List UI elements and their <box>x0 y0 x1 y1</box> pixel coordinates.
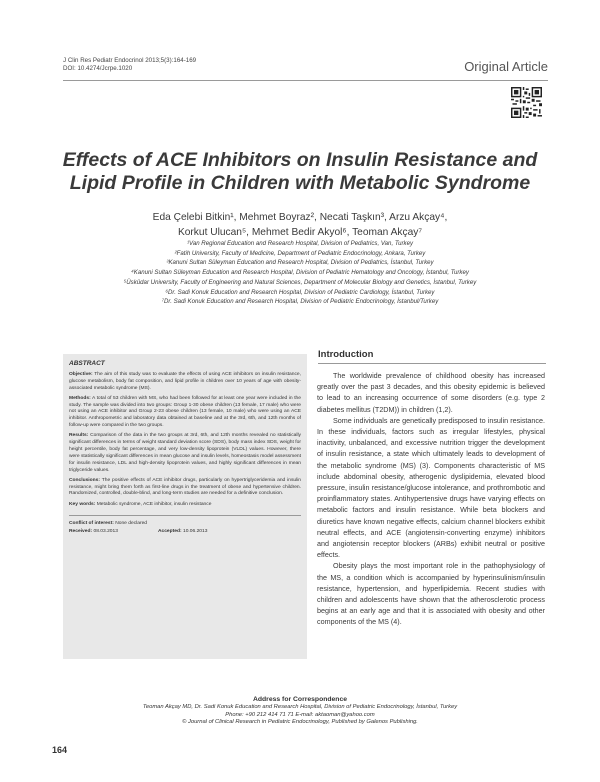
author-list <box>80 210 520 240</box>
journal-info <box>63 57 196 74</box>
page-number: 164 <box>52 745 68 755</box>
journal-citation: J Clin Res Pediatr Endocrinol 2013;5(3):164-169 <box>63 57 197 64</box>
affiliations <box>30 239 570 307</box>
correspondence-title: Address for Correspondence <box>252 696 348 703</box>
title-line-2: Lipid Profile in Children with Metabolic Syndrome <box>69 172 531 194</box>
qr-code-icon <box>511 87 542 118</box>
title-line-1: Effects of ACE Inhibitors on Insulin Resistance and <box>62 149 538 171</box>
conflict-text: None declared <box>113 521 148 527</box>
correspondence-block <box>80 695 520 727</box>
keywords-label: Key words: <box>69 502 96 508</box>
abstract-results <box>69 433 301 474</box>
results-text: Comparison of the data in the two groups at 3rd, 6th, and 12th months revealed no statistically significant differences in terms of weight standard deviation score (SDS), body mass index SDS, weight for height percentile, body fat percentage, and very low-density lipoprotein (VLDL) values. However, there were statistically significant differences in mean glucose and insulin levels, homeostasis model assessment for insulin resistance, LDL and high-density lipoprotein values, and highly significant differences in mean triglyceride values. <box>69 433 301 473</box>
affiliation-item: ¹Van Regional Education and Research Hospital, Division of Pediatrics, Van, Turkey <box>186 240 414 247</box>
article-dates <box>69 529 301 536</box>
authors-line-1: Eda Çelebi Bitkin¹, Mehmet Boyraz², Necati Taşkın³, Arzu Akçay⁴, <box>152 212 448 223</box>
abstract-conclusions <box>69 478 301 499</box>
article-type: Original Article <box>464 59 548 74</box>
abstract-box <box>63 354 307 659</box>
abstract-keywords <box>69 502 301 509</box>
intro-paragraph: Obesity plays the most important role in the pathophysiology of the MS, a condition which is accompanied by hyperinsulinism/insulin resistance, hypertension, and hyperlipidemia. Recent studies with children and adolescents have shown that the atherosclerotic process begins at an early age and that it is associated with obesity and other components of the MS (4). <box>317 561 545 627</box>
received-date: 08.03.2013 <box>92 529 118 535</box>
doi: DOI: 10.4274/Jcrpe.1020 <box>63 65 133 73</box>
correspondence-address: Teoman Akçay MD, Dr. Sadi Konuk Education and Research Hospital, Division of Pediatric Endocrinology, İstanbul, Turkey <box>142 704 458 710</box>
objective-label: Objective: <box>69 371 93 377</box>
header-divider <box>63 80 548 81</box>
affiliation-item: ⁶Dr. Sadi Konuk Education and Research Hospital, Division of Pediatric Cardiology, İstanbul, Turkey <box>165 288 435 296</box>
affiliation-item: ⁴Kanuni Sultan Süleyman Education and Research Hospital, Division of Pediatric Hematology and Oncology, İstanbul, Turkey <box>131 269 469 277</box>
article-title <box>40 149 560 195</box>
abstract-methods <box>69 396 301 431</box>
introduction-divider <box>318 363 546 364</box>
correspondence-contact: Phone: +90 212 414 71 71 E-mail: aktaoman@yahoo.com <box>225 711 375 718</box>
abstract-objective <box>69 372 301 393</box>
affiliation-item: ⁵Üsküdar University, Faculty of Engineering and Natural Sciences, Department of Molecular Biology and Genetics, İstanbul, Turkey <box>123 278 477 286</box>
copyright-notice: © Journal of Clinical Research in Pediatric Endocrinology, Published by Galenos Publishing. <box>182 719 418 726</box>
conflict-label: Conflict of interest: <box>69 521 114 527</box>
abstract-divider <box>69 515 301 516</box>
introduction-body <box>317 370 545 628</box>
accepted-label: Accepted: <box>157 529 182 535</box>
intro-paragraph: Some individuals are genetically predisposed to insulin resistance. In these individuals, factors such as irregular lifestyles, physical inactivity, unbalanced, and excessive nutrition trigger the development of insulin resistance, a state which ultimately leads to development of the metabolic syndrome (MS) (3). Components characteristic of MS include abdominal obesity, atherogenic dyslipidemia, elevated blood pressure, insulin resistance/glucose intolerance, and prothrombotic and proinflammatory states. Antihypertensive drugs have varying effects on metabolic factors and insulin resistance. While beta blockers and diuretics have known negative effects, calcium channel blockers exhibit neutral effects, and ACE (angiotensin-converting enzyme) inhibitors and angiotensin receptor blockers (ARBs) exhibit neutral or positive effects. <box>317 415 545 560</box>
abstract-content <box>69 361 301 536</box>
affiliation-item: ²Fatih University, Faculty of Medicine, Department of Pediatric Endocrinology, Ankara, Turkey <box>174 249 426 257</box>
methods-label: Methods: <box>69 395 91 401</box>
affiliation-item: ⁷Dr. Sadi Konuk Education and Research Hospital, Division of Pediatric Endocrinology, İstanbul/Turkey <box>161 298 439 306</box>
received-label: Received: <box>69 529 93 535</box>
conclusions-label: Conclusions: <box>69 477 100 483</box>
results-label: Results: <box>69 433 89 439</box>
objective-text: The aim of this study was to evaluate the effects of using ACE inhibitors on insulin resistance, glucose metabolism, body fat composition, and lipid profile in children over 10 years of age with obesity-associated metabolic syndrome (MS). <box>69 371 301 391</box>
affiliation-item: ³Kanuni Sultan Süleyman Education and Research Hospital, Division of Pediatrics, İstanbul, Turkey <box>166 259 434 267</box>
conclusions-text: The positive effects of ACE inhibitor drugs, particularly on hypertriglyceridemia and insulin resistance, might bring them forth as first-line drugs in the treatment of obese and hypertensive children. Randomized, controlled, double-blind, and long-term studies are needed for a definitive conclusion. <box>69 477 301 497</box>
introduction-heading: Introduction <box>318 349 374 360</box>
accepted-date: 10.06.2013 <box>181 529 208 535</box>
intro-paragraph: The worldwide prevalence of childhood obesity has increased greatly over the past 3 decades, and this obesity epidemic is believed to lead to an increasing occurrence of some disorders (e.g. type 2 diabetes mellitus (T2DM)) in children (1,2). <box>317 371 545 414</box>
conflict-of-interest <box>69 521 301 528</box>
methods-text: A total of 53 children with MS, who had been followed for at least one year were included in the study. The sample was divided into two groups: Group 1-30 obese children (13 female, 17 male) who were not using an ACE inhibitor and Group 2-23 obese children (13 female, 10 male) who were using an ACE inhibitor. Anthropometric and laboratory data obtained at baseline and at the 3rd, 6th, and 12th months of follow-up were compared in the two groups. <box>69 395 301 429</box>
authors-line-2: Korkut Ulucan⁵, Mehmet Bedir Akyol⁶, Teoman Akçay⁷ <box>177 227 423 238</box>
abstract-heading: ABSTRACT <box>69 360 105 367</box>
keywords-text: Metabolic syndrome, ACE inhibitor, insulin resistance <box>95 502 212 508</box>
